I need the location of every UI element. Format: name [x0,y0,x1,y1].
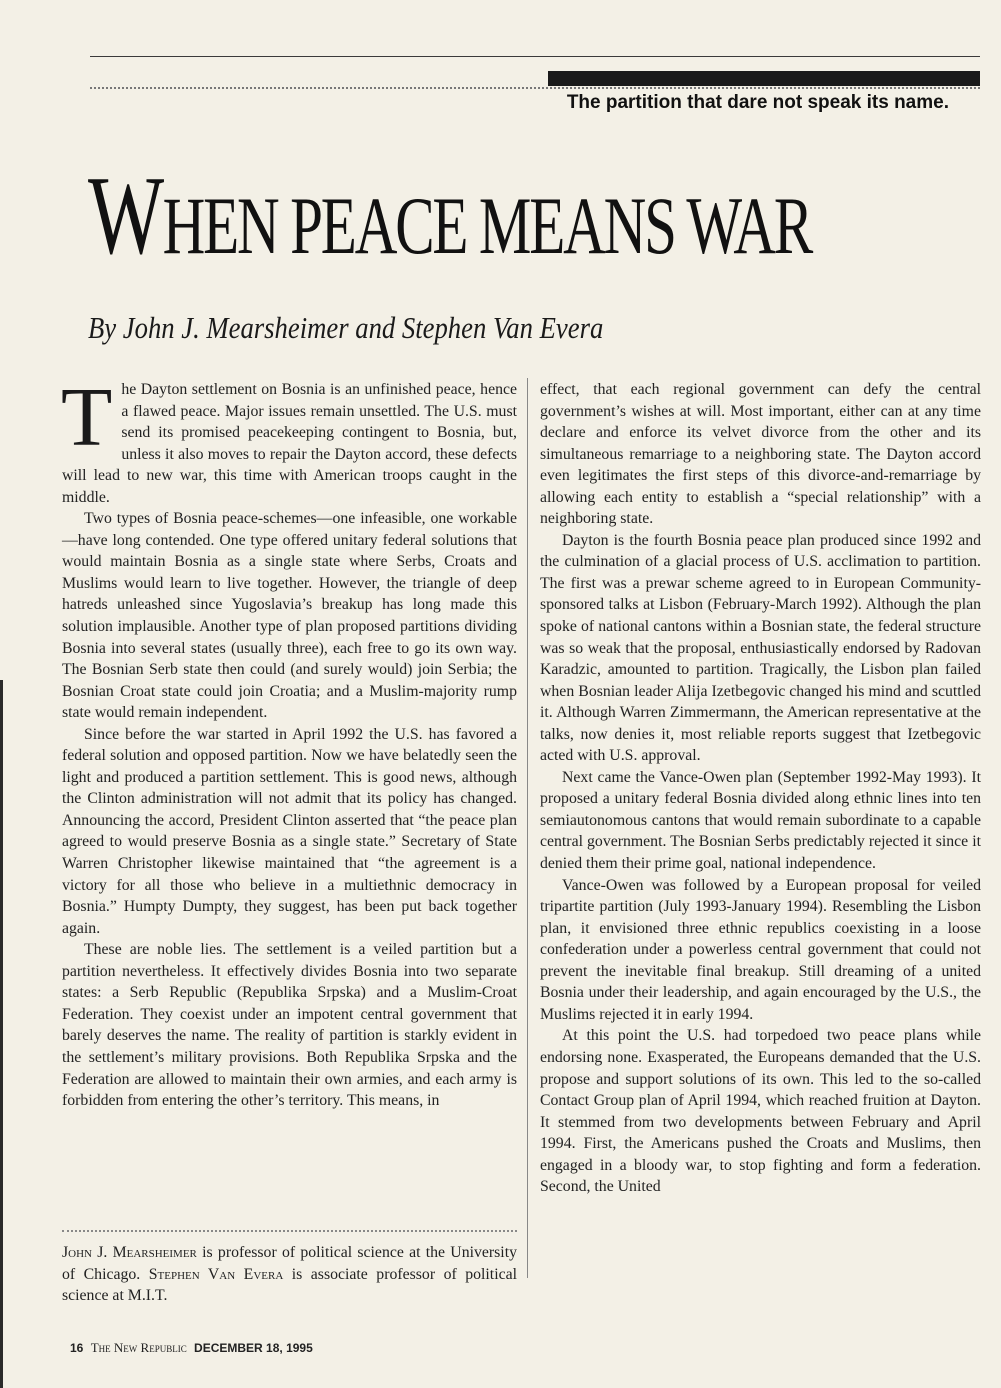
column-divider [527,378,528,1278]
headline-rest: HEN PEACE MEANS WAR [162,180,812,271]
header-bar [548,71,980,86]
paragraph: Next came the Vance-Owen plan (September 1992-May 1993). It proposed a unitary federal Bosnia divided along ethnic lines into ten semiautonomous cantons that would remain subordinate to a capable central government. The Bosnian Serbs predictably rejected it since it denied them their prime goal, national independence. [540,768,981,873]
byline: By John J. Mearsheimer and Stephen Van Evera [88,310,604,345]
top-rule [90,56,980,57]
dotted-rule [90,87,980,89]
paragraph: These are noble lies. The settlement is a veiled partition but a partition nevertheless. It effectively divides Bosnia into two separate states: a Serb Republic (Republika Srpska) and a Muslim-Croat Federation. They coexist under an impotent central government that barely deserves the name. The reality of partition is starkly evident in the settlement’s military provisions. Both Republika Srpska and the Federation are allowed to maintain their own armies, and each army is forbidden from entering the other’s territory. This means, in [62,941,517,1110]
author-name: Stephen Van Evera [148,1265,284,1283]
headline [88,154,812,278]
column-right [540,379,981,1198]
headline-initial: W [88,154,163,278]
issue-date: DECEMBER 18, 1995 [194,1341,313,1355]
column-left [61,371,517,1112]
paragraph: effect, that each regional government can defy the central government’s wishes at will. Most important, either can at any time declare and enforce its velvet divorce from the other and its simultaneous remarriage to a neighboring state. The Dayton accord even legitimates the first steps of this divorce-and-remarriage by allowing each entity to establish a “special relationship” with a neighboring state. [540,381,981,528]
page-number: 16 [70,1341,84,1355]
paragraph: Vance-Owen was followed by a European proposal for veiled tripartite partition (July 1993-January 1994). Resembling the Lisbon plan, it envisioned three ethnic republics coexisting in a loose confederation under a powerless central government that could not prevent the inevitable final breakup. Still dreaming of a united Bosnia under their leadership, and again encouraged by the U.S., the Muslims rejected it in early 1994. [540,876,981,1023]
bio-text: is professor of political science at the University of Chicago. [62,1244,517,1283]
magazine-name: The New Republic [90,1340,187,1355]
bio-text: is associate professor of political science at M.I.T. [62,1265,517,1305]
page-footer [70,1340,313,1356]
author-name: John J. Mearsheimer [62,1244,197,1261]
scan-edge [0,680,3,1388]
paragraph: Two types of Bosnia peace-schemes—one infeasible, one workable—have long contended. One type offered unitary federal solutions that would maintain Bosnia as a single state where Serbs, Croats and Muslims would learn to live together. However, the triangle of deep hatreds unleashed since Yugoslavia’s breakup has long made this solution implausible. Another type of plan proposed partitions dividing Bosnia into several states (usually three), each free to go its own way. The Bosnian Serb state then could (and surely would) join Serbia; the Bosnian Croat state could join Croatia; and a Muslim-majority rump state would remain independent. [62,510,517,722]
paragraph: At this point the U.S. had torpedoed two peace plans while endorsing none. Exasperated, the Europeans demanded that the U.S. propose and support solutions of its own. This led to the so-called Contact Group plan of April 1994, which reached fruition at Dayton. It stemmed from two developments between February and April 1994. First, the Americans pushed the Croats and Muslims, then engaged in a bloody war, to stop fighting and form a federation. Second, the United [540,1027,981,1196]
author-bio [62,1242,517,1307]
kicker: The partition that dare not speak its name. [566,92,949,113]
footnote-rule [62,1230,517,1232]
paragraph [61,371,517,508]
paragraph: Since before the war started in April 1992 the U.S. has favored a federal solution and opposed partition. Now we have belatedly seen the light and produced a partition settlement. This is good news, although the Clinton administration will not admit that its policy has changed. Announcing the accord, President Clinton asserted that “the peace plan agreed to would preserve Bosnia as a single state.” Secretary of State Warren Christopher likewise maintained that “the agreement is a victory for all those who believe in a multiethnic democracy in Bosnia.” Humpty Dumpty, they suggest, has been put back together again. [62,725,517,937]
paragraph: Dayton is the fourth Bosnia peace plan produced since 1992 and the culmination of a glacial process of U.S. acclimation to partition. The first was a prewar scheme agreed to in European Community-sponsored talks at Lisbon (February-March 1992). Although the plan spoke of national cantons within a Bosnian state, the federal structure was so weak that the proposal, enthusiastically endorsed by Radovan Karadzic, amounted to partition. Tragically, the Lisbon plan failed when Bosnian leader Alija Izetbegovic changed his mind and scuttled it. Although Warren Zimmermann, the American representative at the talks, now denies it, most reliable reports suggest that Izetbegovic acted with U.S. approval. [540,531,981,765]
paragraph-text: he Dayton settlement on Bosnia is an unfinished peace, hence a flawed peace. Major issues remain unsettled. The U.S. must send its promised peacekeeping contingent to Bosnia, but, unless it also moves to repair the Dayton accord, these defects will lead to new war, this time with American troops caught in the middle. [62,381,517,506]
drop-cap: T [61,371,113,464]
